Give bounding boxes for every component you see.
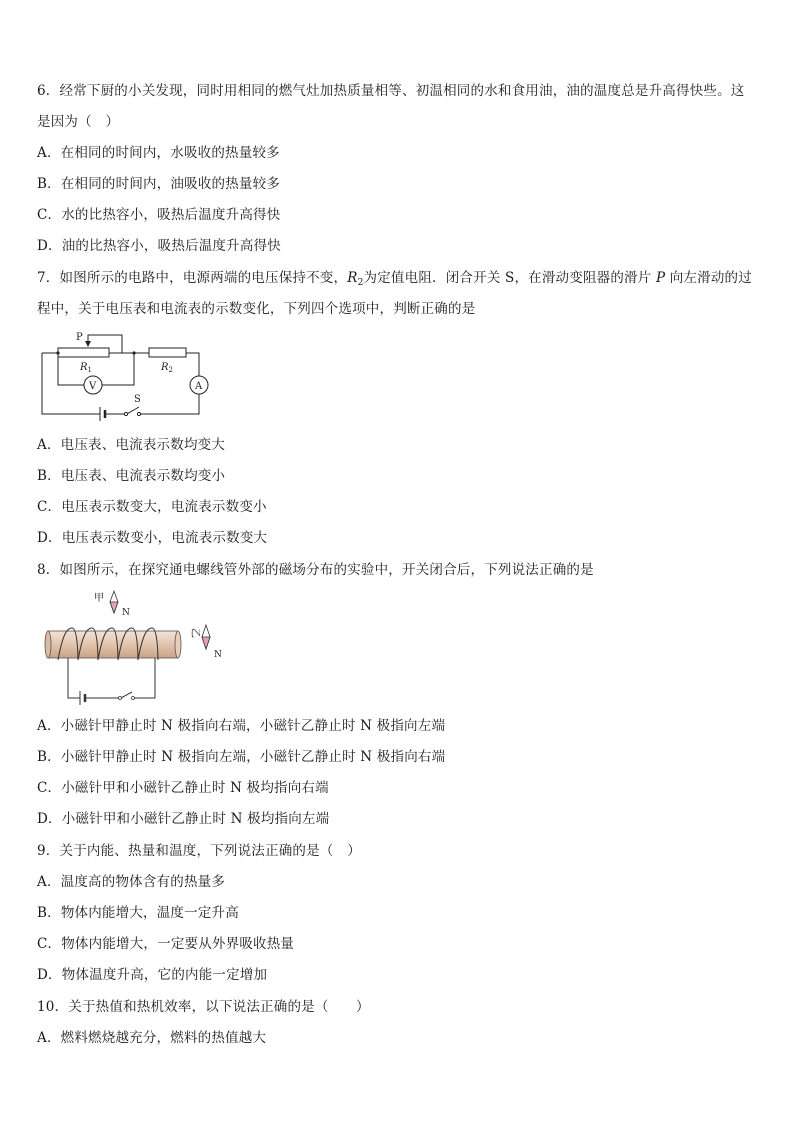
- q8-option-a: A．小磁针甲静止时 N 极指向右端，小磁针乙静止时 N 极指向左端: [37, 718, 446, 734]
- q8-switch-blade: [121, 692, 132, 698]
- q9-option-d: D．物体温度升高，它的内能一定增加: [37, 967, 268, 983]
- q7-voltmeter-wire-right: [102, 353, 134, 385]
- q7-switch-contact-left: [124, 412, 127, 415]
- q10-stem: 10．关于热值和热机效率，以下说法正确的是（ ）: [37, 999, 370, 1015]
- q7-option-b: B．电压表、电流表示数均变小: [37, 468, 226, 484]
- q6-stem-line2: 是因为（ ）: [37, 114, 120, 130]
- q7-slider-label: P: [76, 332, 83, 343]
- q7-junction-left: [56, 351, 59, 354]
- q7-r2-resistor: [149, 348, 186, 357]
- q7-stem-part-a: 7．如图所示的电路中，电源两端的电压保持不变，: [37, 270, 348, 286]
- q8-option-d: D．小磁针甲和小磁针乙静止时 N 极均指向左端: [37, 811, 330, 827]
- q6-stem-line1: 6．经常下厨的小关发现，同时用相同的燃气灶加热质量相等、初温相同的水和食用油，油的温度总是升高得快些。这: [37, 83, 745, 99]
- q7-r2-label: $R_2$: [161, 362, 173, 374]
- q7-switch-label: S: [134, 394, 141, 405]
- q7-stem-r2-sub: 2: [357, 278, 364, 288]
- q7-ammeter-label: A: [195, 381, 203, 392]
- q7-switch-contact-right: [137, 412, 140, 415]
- q8-needle-a-label: 甲: [94, 593, 104, 604]
- q7-stem-line2: 程中，关于电压表和电流表的示数变化，下列四个选项中，判断正确的是: [37, 301, 476, 317]
- q7-circuit-diagram: [36, 326, 226, 426]
- q8-needle-b-pole: N: [214, 650, 222, 660]
- q6-option-b: B．在相同的时间内，油吸收的热量较多: [37, 176, 281, 192]
- q8-stem: 8．如图所示，在探究通电螺线管外部的磁场分布的实验中，开关闭合后，下列说法正确的是: [37, 562, 594, 578]
- q8-solenoid-diagram: [40, 588, 230, 706]
- q8-solenoid-core: [48, 631, 178, 658]
- q8-needle-a-north: [110, 602, 118, 613]
- q7-stem-p: P: [655, 270, 666, 286]
- q7-r1-rheostat: [58, 348, 109, 357]
- q8-switch-contact-left: [119, 697, 122, 700]
- q7-stem-part-c: 向左滑动的过: [665, 270, 752, 286]
- q8-needle-b-north: [202, 637, 210, 649]
- q6-option-d: D．油的比热容小，吸热后温度升高得快: [37, 238, 281, 254]
- q7-stem-line1: [37, 268, 752, 293]
- q7-wire-r2-right: [186, 353, 199, 376]
- q8-option-c: C．小磁针甲和小磁针乙静止时 N 极均指向右端: [37, 780, 329, 796]
- q7-stem-part-b: 为定值电阻．闭合开关 S，在滑动变阻器的滑片: [363, 270, 656, 286]
- q8-option-b: B．小磁针甲静止时 N 极指向左端，小磁针乙静止时 N 极指向右端: [37, 749, 446, 765]
- q9-option-c: C．物体内能增大，一定要从外界吸收热量: [37, 936, 295, 952]
- q6-option-c: C．水的比热容小，吸热后温度升高得快: [37, 207, 281, 223]
- q8-switch-contact-right: [132, 697, 135, 700]
- q8-solenoid-end-left: [45, 631, 51, 658]
- q10-option-a: A．燃料燃烧越充分，燃料的热值越大: [37, 1030, 267, 1046]
- q7-option-a: A．电压表、电流表示数均变大: [37, 437, 226, 453]
- q7-stem-r2: R: [347, 270, 358, 286]
- q8-wire-right: [133, 658, 155, 698]
- q7-option-c: C．电压表示数变大，电流表示数变小: [37, 499, 267, 515]
- q7-junction-right: [132, 351, 135, 354]
- q7-r1-label: $R_1$: [80, 362, 92, 374]
- q8-needle-b-label: 乙: [189, 628, 200, 638]
- q7-voltmeter-label: V: [89, 381, 97, 392]
- q7-wire-right-bottom: [139, 394, 199, 414]
- q7-option-d: D．电压表示数变小，电流表示数变大: [37, 530, 268, 546]
- q9-stem: 9．关于内能、热量和温度，下列说法正确的是（ ）: [37, 843, 361, 859]
- q7-slider-arrow-head: [85, 341, 91, 347]
- q6-option-a: A．在相同的时间内，水吸收的热量较多: [37, 145, 280, 161]
- q9-option-a: A．温度高的物体含有的热量多: [37, 874, 226, 890]
- q8-solenoid-end-right: [175, 631, 181, 658]
- q8-needle-a-pole: N: [122, 608, 130, 618]
- q9-option-b: B．物体内能增大，温度一定升高: [37, 905, 239, 921]
- q8-wire-left: [68, 658, 80, 698]
